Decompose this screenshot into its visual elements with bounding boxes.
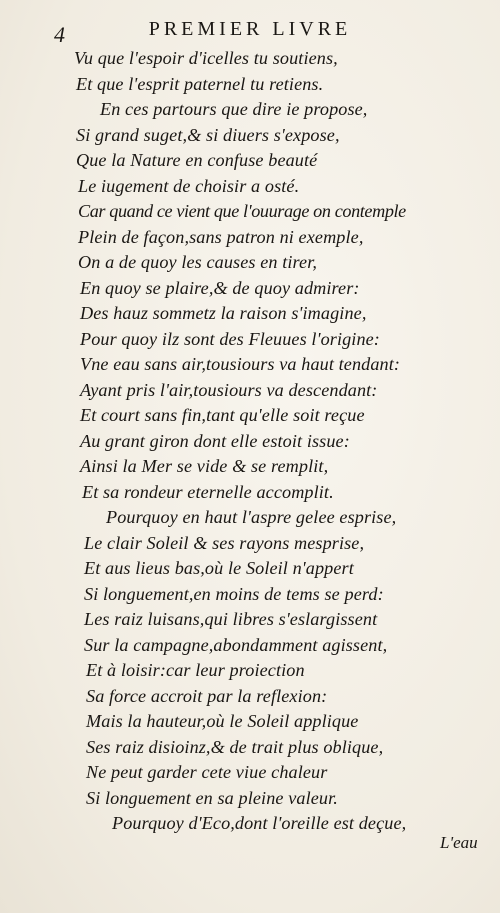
page-number: 4 (54, 22, 65, 47)
verse-line: Pourquoy d'Eco,dont l'oreille est deçue, (112, 813, 407, 833)
verse-line: Si longuement,en moins de tems se perd: (84, 583, 384, 604)
verse-line: Si grand suget,& si diuers s'expose, (76, 124, 340, 145)
verse-line: Au grant giron dont elle estoit issue: (80, 430, 350, 451)
verse-line: On a de quoy les causes en tirer, (78, 252, 318, 272)
verse-line: Que la Nature en confuse beauté (76, 150, 318, 170)
catchword: L'eau (440, 833, 478, 852)
verse-line: Plein de façon,sans patron ni exemple, (78, 226, 364, 247)
verse-line: Ses raiz disioinz,& de trait plus oblique, (86, 736, 384, 757)
verse-line: Ainsi la Mer se vide & se remplit, (80, 456, 329, 476)
verse-line: Ayant pris l'air,tousiours va descendant: (80, 379, 378, 400)
verse-line: En ces partours que dire ie propose, (100, 99, 368, 119)
running-head: PREMIER LIVRE (148, 18, 352, 40)
verse-line: Le clair Soleil & ses rayons mesprise, (84, 532, 365, 553)
verse-line: Car quand ce vient que l'ouurage on contemple (78, 201, 406, 221)
verse-line: Pourquoy en haut l'aspre gelee esprise, (106, 507, 397, 527)
verse-line: Des hauz sommetz la raison s'imagine, (80, 303, 367, 323)
verse-line: Et sa rondeur eternelle accomplit. (82, 481, 334, 502)
verse-line: Si longuement en sa pleine valeur. (86, 787, 338, 808)
verse-line: Ne peut garder cete viue chaleur (86, 762, 328, 782)
verse-line: Le iugement de choisir a osté. (78, 175, 300, 196)
verse-line: En quoy se plaire,& de quoy admirer: (80, 277, 360, 298)
verse-line: Et aus lieus bas,où le Soleil n'appert (84, 558, 354, 578)
verse-line: Mais la hauteur,où le Soleil applique (86, 711, 359, 731)
verse-line: Vu que l'espoir d'icelles tu soutiens, (74, 48, 338, 68)
verse-line: Sa force accroit par la reflexion: (86, 685, 328, 706)
verse-line: Les raiz luisans,qui libres s'eslargissent (84, 609, 378, 629)
verse-line: Et à loisir:car leur proiection (86, 660, 305, 680)
verse-line: Pour quoy ilz sont des Fleuues l'origine: (80, 328, 380, 349)
verse-line: Vne eau sans air,tousiours va haut tendant: (80, 354, 401, 374)
verse-line: Et court sans fin,tant qu'elle soit reçue (80, 405, 365, 425)
verse-line: Sur la campagne,abondamment agissent, (84, 634, 388, 655)
verse-line: Et que l'esprit paternel tu retiens. (76, 73, 324, 94)
